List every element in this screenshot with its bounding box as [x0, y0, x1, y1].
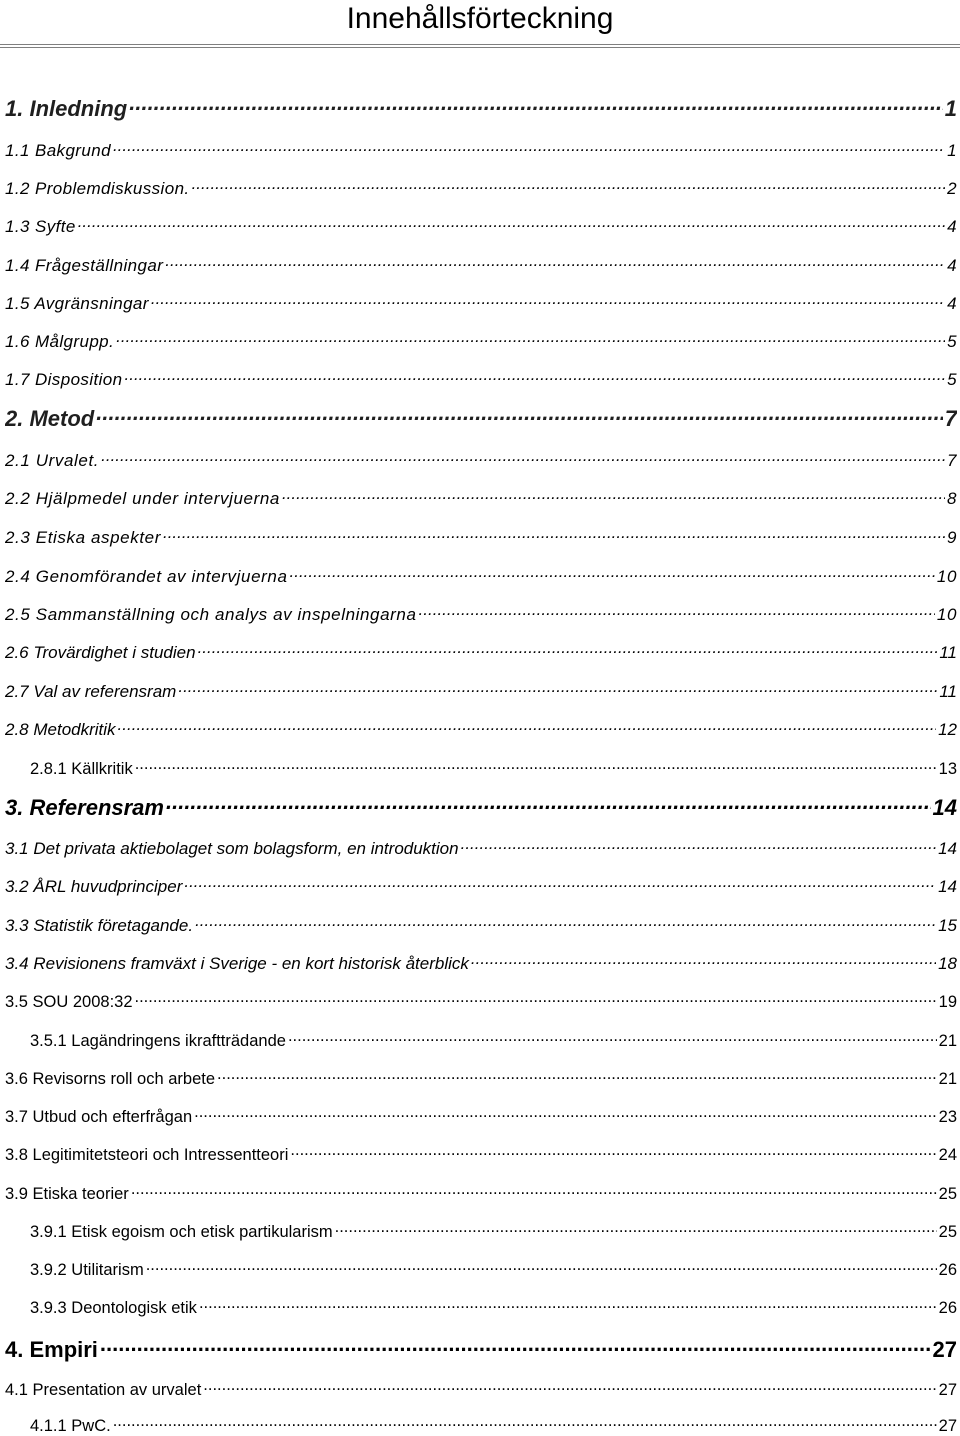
- toc-entry-label: 3.4 Revisionens framväxt i Sverige - en kort historisk återblick: [5, 954, 469, 973]
- dot-leader: [146, 1258, 937, 1275]
- dot-leader: [199, 1296, 937, 1313]
- dot-leader: [163, 526, 945, 543]
- dot-leader: [101, 449, 945, 466]
- dot-leader: [184, 875, 936, 892]
- toc-entry-page: 12: [938, 720, 957, 739]
- toc-entry[interactable]: [5, 330, 957, 352]
- toc-entry-label: 2.6 Trovärdighet i studien: [5, 643, 196, 662]
- toc-entry-label: 4.1.1 PwC.: [30, 1416, 111, 1435]
- toc-entry[interactable]: [5, 914, 957, 936]
- toc-entry-label: 3.7 Utbud och efterfrågan: [5, 1107, 193, 1126]
- toc-entry-label: 1.2 Problemdiskussion.: [5, 179, 190, 198]
- toc-entry[interactable]: [5, 1182, 957, 1204]
- dot-leader: [282, 487, 945, 504]
- dot-leader: [165, 254, 945, 271]
- toc-entry-label: 3.9 Etiska teorier: [5, 1184, 129, 1203]
- dot-leader: [113, 139, 945, 156]
- dot-leader: [78, 215, 945, 232]
- toc-entry[interactable]: [5, 254, 957, 276]
- toc-entry-page: 10: [936, 605, 957, 624]
- toc-entry-label: 1.6 Målgrupp.: [5, 332, 115, 351]
- toc-entry-label: 3.8 Legitimitetsteori och Intressentteori: [5, 1145, 289, 1164]
- toc-entry[interactable]: [5, 1105, 957, 1127]
- toc-entry-page: 1: [947, 141, 957, 160]
- dot-leader: [131, 1182, 937, 1199]
- dot-leader: [113, 1414, 937, 1431]
- page-title: Innehållsförteckning: [346, 2, 614, 35]
- dot-leader: [118, 718, 937, 735]
- dot-leader: [195, 914, 936, 931]
- toc-entry-page: 8: [946, 489, 957, 508]
- toc-entry[interactable]: [5, 94, 957, 122]
- toc-entry[interactable]: [30, 757, 957, 779]
- toc-entry-label: 2.2 Hjälpmedel under intervjuerna: [5, 489, 280, 508]
- toc-entry-page: 26: [938, 1298, 957, 1317]
- toc-entry-label: 1. Inledning: [5, 96, 128, 121]
- dot-leader: [178, 680, 937, 697]
- toc-entry-page: 27: [938, 1380, 957, 1399]
- toc-entry-page: 14: [938, 877, 957, 896]
- toc-entry-page: 26: [938, 1260, 957, 1279]
- toc-entry[interactable]: [5, 718, 957, 740]
- toc-entry-label: 3.6 Revisorns roll och arbete: [5, 1069, 216, 1088]
- toc-entry[interactable]: [5, 177, 957, 199]
- toc-entry-label: 2.5 Sammanställning och analys av inspelningarna: [5, 605, 417, 624]
- toc-entry-page: 18: [938, 954, 957, 973]
- toc-entry-label: 2.7 Val av referensram: [5, 682, 177, 701]
- dot-leader: [129, 94, 943, 116]
- toc-entry-label: 1.1 Bakgrund: [5, 141, 111, 160]
- toc-entry-page: 14: [932, 795, 957, 820]
- toc-entry-label: 3.5 SOU 2008:32: [5, 992, 133, 1011]
- title-divider: [0, 44, 960, 48]
- toc-entry[interactable]: [5, 990, 957, 1012]
- toc-entry[interactable]: [5, 680, 957, 702]
- dot-leader: [217, 1067, 937, 1084]
- toc-entry-page: 9: [946, 528, 957, 547]
- toc-entry[interactable]: [5, 1335, 957, 1363]
- toc-entry-label: 3.2 ÅRL huvudprinciper: [5, 877, 183, 896]
- dot-leader: [96, 404, 943, 426]
- dot-leader: [290, 1143, 936, 1160]
- toc-entry[interactable]: [5, 1143, 957, 1165]
- toc-entry[interactable]: [5, 215, 957, 237]
- toc-entry[interactable]: [5, 139, 957, 161]
- toc-entry-page: 4: [947, 294, 957, 313]
- toc-entry-label: 2. Metod: [5, 406, 95, 431]
- toc-entry[interactable]: [5, 292, 957, 314]
- dot-leader: [151, 292, 945, 309]
- toc-entry-label: 3.5.1 Lagändringens ikraftträdande: [30, 1031, 286, 1050]
- dot-leader: [290, 565, 935, 582]
- toc-entry[interactable]: [30, 1029, 957, 1051]
- toc-entry[interactable]: [5, 793, 957, 821]
- dot-leader: [194, 1105, 937, 1122]
- toc-entry-label: 2.4 Genomförandet av intervjuerna: [5, 567, 288, 586]
- toc-entry-page: 21: [938, 1031, 957, 1050]
- toc-entry-page: 1: [944, 96, 957, 121]
- toc-entry-label: 4.1 Presentation av urvalet: [5, 1380, 202, 1399]
- toc-entry-label: 2.3 Etiska aspekter: [5, 528, 161, 547]
- toc-entry-page: 2: [947, 179, 957, 198]
- toc-entry[interactable]: [5, 1378, 957, 1400]
- toc-entry-label: 2.1 Urvalet.: [5, 451, 100, 470]
- toc-entry-page: 10: [936, 567, 957, 586]
- dot-leader: [288, 1029, 937, 1046]
- toc-entry-label: 3. Referensram: [5, 795, 164, 820]
- toc-entry-label: 4. Empiri: [5, 1337, 98, 1362]
- dot-leader: [135, 990, 937, 1007]
- toc-entry-page: 11: [939, 682, 957, 701]
- dot-leader: [166, 793, 931, 815]
- toc-entry[interactable]: [5, 449, 957, 471]
- dot-leader: [198, 641, 938, 658]
- toc-entry-page: 4: [947, 256, 957, 275]
- toc-entry-label: 1.3 Syfte: [5, 217, 76, 236]
- toc-entry[interactable]: [5, 952, 957, 974]
- toc-entry[interactable]: [5, 565, 957, 587]
- dot-leader: [116, 330, 945, 347]
- toc-entry-page: 4: [947, 217, 957, 236]
- toc-entry-page: 15: [938, 916, 957, 935]
- toc-entry[interactable]: [30, 1220, 957, 1242]
- toc-entry[interactable]: [30, 1414, 957, 1436]
- toc-entry[interactable]: [5, 603, 957, 625]
- toc-entry-page: 25: [938, 1184, 957, 1203]
- toc-entry-page: 23: [938, 1107, 957, 1126]
- toc-entry[interactable]: [5, 526, 957, 548]
- toc-entry[interactable]: [30, 1296, 957, 1318]
- toc-entry-page: 25: [938, 1222, 957, 1241]
- toc-entry-label: 3.1 Det privata aktiebolaget som bolagsform, en introduktion: [5, 839, 459, 858]
- toc-entry-page: 24: [938, 1145, 957, 1164]
- toc-entry-page: 5: [947, 332, 957, 351]
- toc-entry-label: 3.9.3 Deontologisk etik: [30, 1298, 197, 1317]
- toc-entry-label: 3.9.1 Etisk egoism och etisk partikularism: [30, 1222, 333, 1241]
- dot-leader: [203, 1378, 936, 1395]
- dot-leader: [461, 837, 936, 854]
- dot-leader: [471, 952, 936, 969]
- toc-entry-label: 1.4 Frågeställningar: [5, 256, 164, 275]
- toc-entry-label: 2.8 Metodkritik: [5, 720, 116, 739]
- toc-entry-label: 1.7 Disposition: [5, 370, 123, 389]
- dot-leader: [135, 757, 937, 774]
- toc-entry[interactable]: [5, 875, 957, 897]
- toc-entry-page: 11: [939, 643, 957, 662]
- toc-entry-page: 19: [938, 992, 957, 1011]
- toc-entry[interactable]: [5, 487, 957, 509]
- dot-leader: [192, 177, 946, 194]
- toc-entry[interactable]: [30, 1258, 957, 1280]
- toc-entry-page: 5: [947, 370, 957, 389]
- toc-entry-page: 21: [938, 1069, 957, 1088]
- toc-entry-page: 7: [944, 406, 957, 431]
- dot-leader: [100, 1335, 931, 1357]
- dot-leader: [125, 368, 946, 385]
- toc-entry-label: 2.8.1 Källkritik: [30, 759, 133, 778]
- toc-entry[interactable]: [5, 641, 957, 663]
- toc-entry[interactable]: [5, 837, 957, 859]
- toc-entry[interactable]: [5, 1067, 957, 1089]
- toc-entry-page: 27: [938, 1416, 957, 1435]
- toc-entry-page: 13: [938, 759, 957, 778]
- dot-leader: [335, 1220, 937, 1237]
- toc-entry-label: 1.5 Avgränsningar: [5, 294, 149, 313]
- toc-entry-page: 14: [938, 839, 957, 858]
- toc-entry-page: 7: [946, 451, 957, 470]
- dot-leader: [419, 603, 935, 620]
- toc-entry[interactable]: [5, 368, 957, 390]
- toc-entry-page: 27: [932, 1337, 957, 1362]
- toc-entry-label: 3.3 Statistik företagande.: [5, 916, 194, 935]
- toc-entry-label: 3.9.2 Utilitarism: [30, 1260, 144, 1279]
- toc-entry[interactable]: [5, 404, 957, 432]
